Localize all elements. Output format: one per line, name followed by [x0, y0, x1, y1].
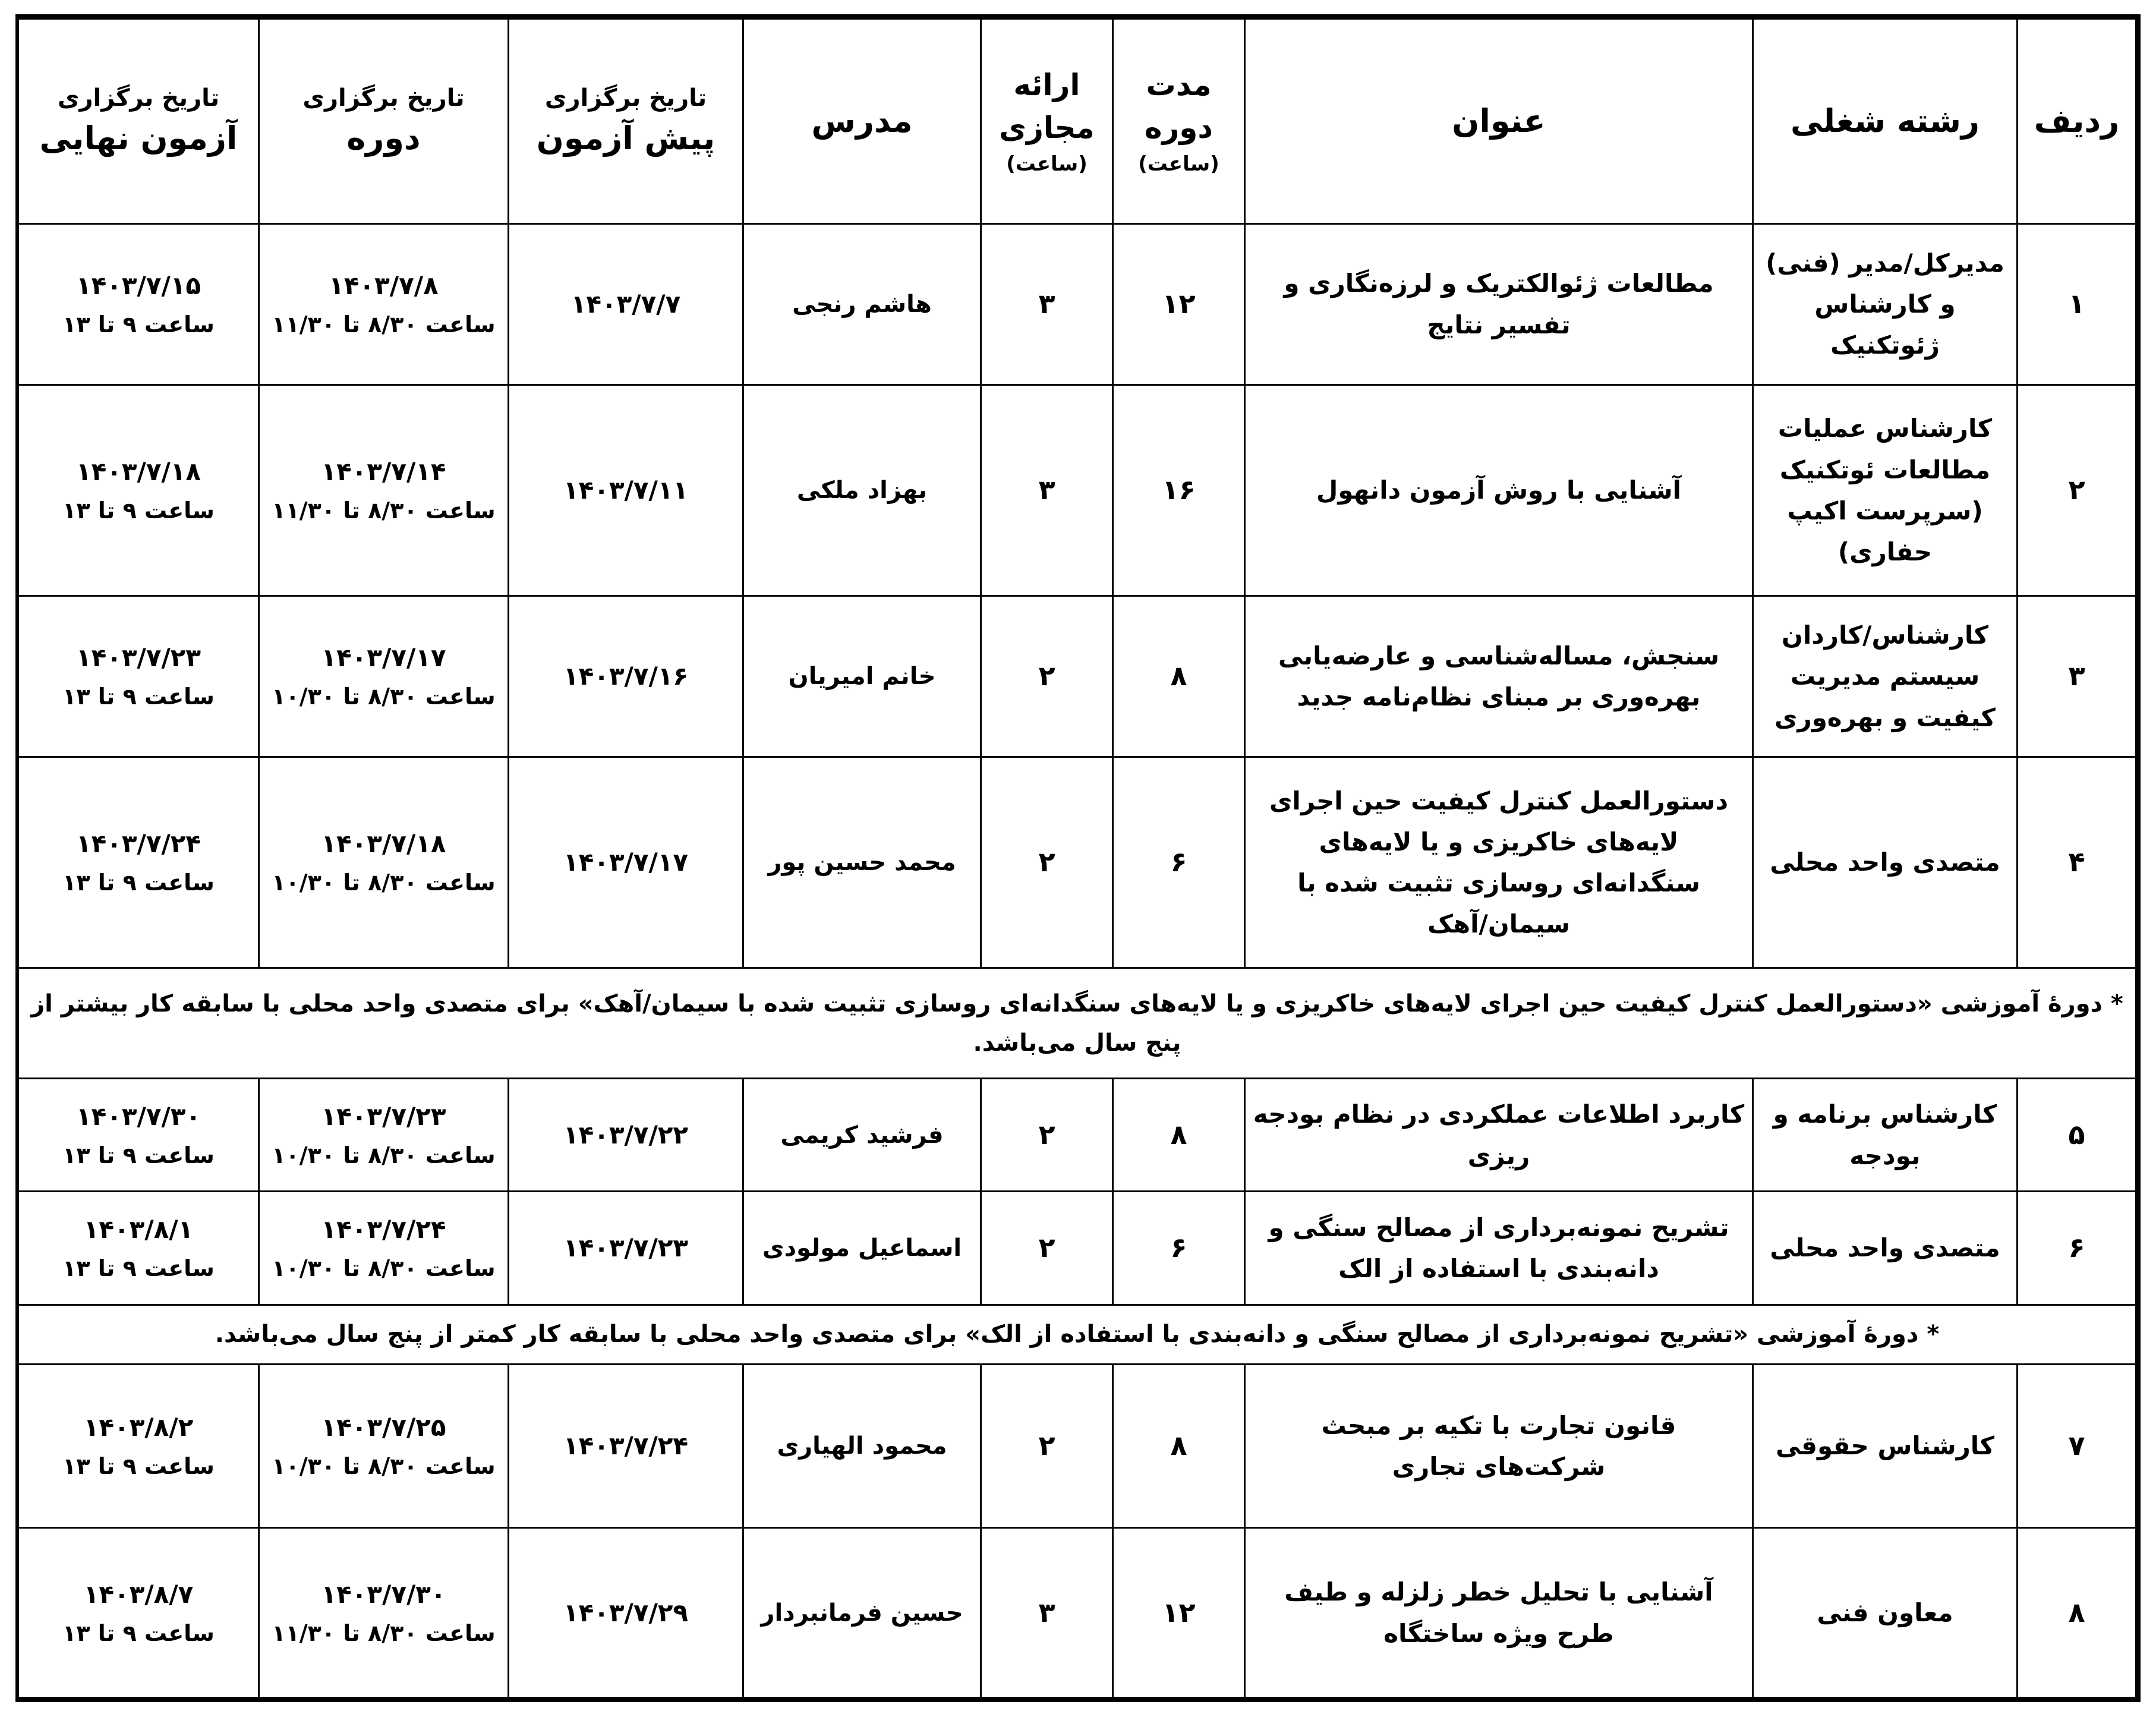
course-date-cell: [259, 757, 509, 968]
course-title-cell: دستورالعمل کنترل کیفیت حین اجرای لایه‌های خاکریزی و یا لایه‌های سنگدانه‌ای روسازی تثبیت شده با سیمان/آهک: [1245, 757, 1753, 968]
virtual-hours-cell: ۳: [981, 385, 1113, 596]
pretest-date-cell: [509, 1192, 743, 1305]
final-exam-date-cell: [18, 385, 259, 596]
pretest-date-cell: [509, 596, 743, 757]
course-date: ۱۴۰۳/۷/۲۴: [321, 1214, 446, 1244]
course-note-2: * دورهٔ آموزشی «تشریح نمونه‌برداری از مصالح سنگی و دانه‌بندی با استفاده از الک» برای متصدی واحد محلی با سابقه کار کمتر از پنج سال می‌باشد.: [18, 1305, 2136, 1364]
instructor-cell: حسین فرمانبردار: [743, 1528, 981, 1698]
final-exam-date: ۱۴۰۳/۷/۳۰: [75, 1101, 201, 1131]
course-date: ۱۴۰۳/۷/۲۵: [321, 1413, 446, 1442]
duration-cell: ۶: [1113, 1192, 1245, 1305]
pretest-date: ۱۴۰۳/۷/۲۲: [563, 1120, 689, 1149]
course-date: ۱۴۰۳/۷/۱۸: [321, 829, 446, 859]
row-number: ۴: [2018, 757, 2136, 968]
row-number: ۲: [2018, 385, 2136, 596]
duration-cell: ۱۶: [1113, 385, 1245, 596]
course-schedule-document: [15, 14, 2141, 1702]
table-row: [18, 1192, 2136, 1305]
virtual-hours-cell: ۲: [981, 1192, 1113, 1305]
course-date: ۱۴۰۳/۷/۱۴: [321, 456, 446, 486]
course-time: ساعت ۸/۳۰ تا ۱۰/۳۰: [272, 1453, 496, 1480]
instructor-cell: اسماعیل مولودی: [743, 1192, 981, 1305]
course-time: ساعت ۸/۳۰ تا ۱۱/۳۰: [272, 497, 496, 524]
duration-cell: ۱۲: [1113, 1528, 1245, 1698]
pretest-date-cell: [509, 385, 743, 596]
course-schedule-table: [17, 18, 2137, 1699]
table-row: [18, 1364, 2136, 1528]
pretest-date-cell: [509, 1528, 743, 1698]
course-date: ۱۴۰۳/۷/۱۷: [321, 643, 446, 672]
header-virtual: ارائه مجازی (ساعت): [981, 19, 1113, 224]
table-row: [18, 757, 2136, 968]
pretest-date-cell: [509, 1078, 743, 1191]
virtual-hours-cell: ۲: [981, 596, 1113, 757]
duration-cell: ۸: [1113, 1078, 1245, 1191]
table-row: [18, 1078, 2136, 1191]
instructor-cell: هاشم رنجی: [743, 224, 981, 385]
course-title-cell: قانون تجارت با تکیه بر مبحث شرکت‌های تجاری: [1245, 1364, 1753, 1528]
note-row: [18, 968, 2136, 1078]
virtual-hours-cell: ۲: [981, 1078, 1113, 1191]
final-exam-date: ۱۴۰۳/۷/۲۳: [75, 643, 201, 672]
final-exam-date: ۱۴۰۳/۸/۲: [83, 1413, 194, 1442]
job-field-cell: معاون فنی: [1753, 1528, 2018, 1698]
course-date-cell: [259, 385, 509, 596]
job-field-cell: مدیرکل/مدیر (فنی) و کارشناس ژئوتکنیک: [1753, 224, 2018, 385]
header-instructor: مدرس: [743, 19, 981, 224]
header-title: عنوان: [1245, 19, 1753, 224]
virtual-hours-cell: ۳: [981, 224, 1113, 385]
final-exam-date-cell: [18, 1528, 259, 1698]
row-number: ۷: [2018, 1364, 2136, 1528]
course-title-cell: آشنایی با روش آزمون دانهول: [1245, 385, 1753, 596]
virtual-hours-cell: ۲: [981, 1364, 1113, 1528]
course-title-cell: سنجش، مساله‌شناسی و عارضه‌یابی بهره‌وری بر مبنای نظام‌نامه جدید: [1245, 596, 1753, 757]
final-exam-date-cell: [18, 757, 259, 968]
header-duration: مدت دوره (ساعت): [1113, 19, 1245, 224]
pretest-date: ۱۴۰۳/۷/۲۴: [563, 1431, 689, 1461]
header-course-date: تاریخ برگزاری دوره: [259, 19, 509, 224]
course-date: ۱۴۰۳/۷/۸: [329, 270, 439, 300]
table-row: [18, 385, 2136, 596]
final-exam-time: ساعت ۹ تا ۱۳: [62, 683, 215, 710]
header-job-field: رشته شغلی: [1753, 19, 2018, 224]
course-time: ساعت ۸/۳۰ تا ۱۰/۳۰: [272, 1142, 496, 1168]
final-exam-date: ۱۴۰۳/۸/۱: [83, 1214, 194, 1244]
instructor-cell: بهزاد ملکی: [743, 385, 981, 596]
pretest-date: ۱۴۰۳/۷/۱۷: [563, 848, 689, 877]
course-date-cell: [259, 1192, 509, 1305]
job-field-cell: کارشناس برنامه و بودجه: [1753, 1078, 2018, 1191]
virtual-hours-cell: ۲: [981, 757, 1113, 968]
pretest-date: ۱۴۰۳/۷/۱۶: [563, 661, 689, 691]
final-exam-time: ساعت ۹ تا ۱۳: [62, 1142, 215, 1168]
job-field-cell: کارشناس عملیات مطالعات ئوتکنیک (سرپرست اکیپ حفاری): [1753, 385, 2018, 596]
course-note-1: * دورهٔ آموزشی «دستورالعمل کنترل کیفیت حین اجرای لایه‌های خاکریزی و یا لایه‌های سنگدانه‌ای روسازی تثبیت شده با سیمان/آهک» برای متصدی واحد محلی با سابقه کار بیشتر از پنج سال می‌باشد.: [18, 968, 2136, 1078]
course-time: ساعت ۸/۳۰ تا ۱۰/۳۰: [272, 683, 496, 710]
course-date-cell: [259, 1528, 509, 1698]
virtual-hours-cell: ۳: [981, 1528, 1113, 1698]
job-field-cell: کارشناس حقوقی: [1753, 1364, 2018, 1528]
pretest-date: ۱۴۰۳/۷/۲۹: [563, 1598, 689, 1627]
course-time: ساعت ۸/۳۰ تا ۱۰/۳۰: [272, 1255, 496, 1282]
duration-cell: ۶: [1113, 757, 1245, 968]
final-exam-date-cell: [18, 1364, 259, 1528]
course-time: ساعت ۸/۳۰ تا ۱۰/۳۰: [272, 869, 496, 896]
final-exam-time: ساعت ۹ تا ۱۳: [62, 1255, 215, 1282]
header-row-number: ردیف: [2018, 19, 2136, 224]
course-date-cell: [259, 596, 509, 757]
instructor-cell: خانم امیریان: [743, 596, 981, 757]
course-date: ۱۴۰۳/۷/۲۳: [321, 1101, 446, 1131]
course-title-cell: آشنایی با تحلیل خطر زلزله و طیف طرح ویژه ساختگاه: [1245, 1528, 1753, 1698]
final-exam-time: ساعت ۹ تا ۱۳: [62, 497, 215, 524]
pretest-date-cell: [509, 1364, 743, 1528]
final-exam-date-cell: [18, 1192, 259, 1305]
table-row: [18, 224, 2136, 385]
course-time: ساعت ۸/۳۰ تا ۱۱/۳۰: [272, 1620, 496, 1646]
pretest-date: ۱۴۰۳/۷/۷: [570, 289, 681, 319]
duration-cell: ۸: [1113, 596, 1245, 757]
instructor-cell: محمود الهیاری: [743, 1364, 981, 1528]
pretest-date-cell: [509, 224, 743, 385]
course-date-cell: [259, 1078, 509, 1191]
table-row: [18, 1528, 2136, 1698]
row-number: ۶: [2018, 1192, 2136, 1305]
final-exam-time: ساعت ۹ تا ۱۳: [62, 1620, 215, 1646]
course-time: ساعت ۸/۳۰ تا ۱۱/۳۰: [272, 311, 496, 338]
course-date-cell: [259, 1364, 509, 1528]
course-date: ۱۴۰۳/۷/۳۰: [321, 1579, 446, 1609]
instructor-cell: فرشید کریمی: [743, 1078, 981, 1191]
final-exam-date-cell: [18, 1078, 259, 1191]
duration-cell: ۱۲: [1113, 224, 1245, 385]
final-exam-date: ۱۴۰۳/۷/۱۸: [75, 456, 201, 486]
course-title-cell: کاربرد اطلاعات عملکردی در نظام بودجه ریزی: [1245, 1078, 1753, 1191]
job-field-cell: متصدی واحد محلی: [1753, 1192, 2018, 1305]
header-row: [18, 19, 2136, 224]
course-date-cell: [259, 224, 509, 385]
job-field-cell: متصدی واحد محلی: [1753, 757, 2018, 968]
final-exam-date: ۱۴۰۳/۷/۲۴: [75, 829, 201, 859]
final-exam-date: ۱۴۰۳/۷/۱۵: [75, 270, 201, 300]
pretest-date: ۱۴۰۳/۷/۱۱: [563, 475, 689, 505]
final-exam-time: ساعت ۹ تا ۱۳: [62, 311, 215, 338]
instructor-cell: محمد حسین پور: [743, 757, 981, 968]
table-row: [18, 596, 2136, 757]
course-title-cell: مطالعات ژئوالکتریک و لرزه‌نگاری و تفسیر نتایج: [1245, 224, 1753, 385]
final-exam-time: ساعت ۹ تا ۱۳: [62, 869, 215, 896]
job-field-cell: کارشناس/کاردان سیستم مدیریت کیفیت و بهره‌وری: [1753, 596, 2018, 757]
note-row: [18, 1305, 2136, 1364]
pretest-date-cell: [509, 757, 743, 968]
duration-cell: ۸: [1113, 1364, 1245, 1528]
final-exam-time: ساعت ۹ تا ۱۳: [62, 1453, 215, 1480]
final-exam-date: ۱۴۰۳/۸/۷: [83, 1579, 194, 1609]
header-final-exam-date: تاریخ برگزاری آزمون نهایی: [18, 19, 259, 224]
final-exam-date-cell: [18, 224, 259, 385]
row-number: ۳: [2018, 596, 2136, 757]
row-number: ۸: [2018, 1528, 2136, 1698]
row-number: ۱: [2018, 224, 2136, 385]
header-pretest-date: تاریخ برگزاری پیش آزمون: [509, 19, 743, 224]
pretest-date: ۱۴۰۳/۷/۲۳: [563, 1233, 689, 1263]
course-title-cell: تشریح نمونه‌برداری از مصالح سنگی و دانه‌بندی با استفاده از الک: [1245, 1192, 1753, 1305]
final-exam-date-cell: [18, 596, 259, 757]
row-number: ۵: [2018, 1078, 2136, 1191]
